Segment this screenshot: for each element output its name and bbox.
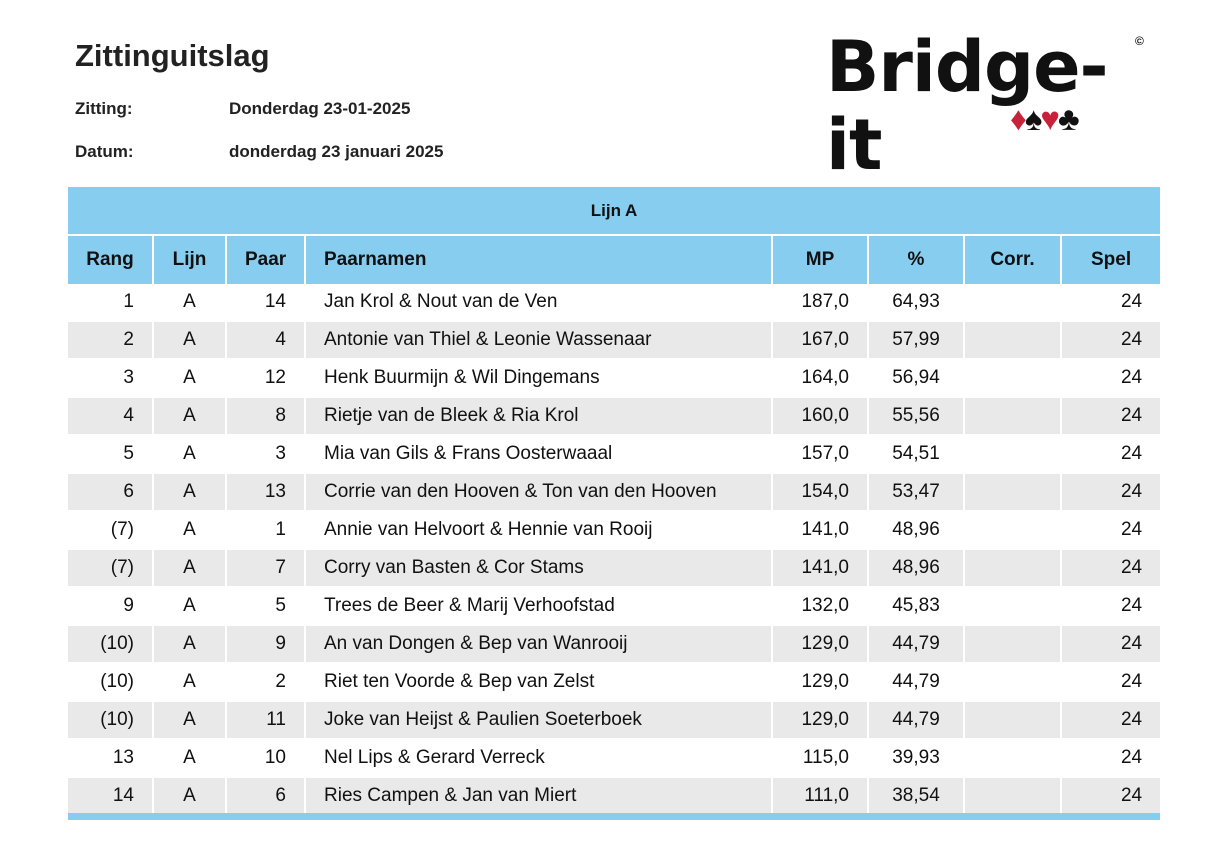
percent-cell: 56,94 xyxy=(868,359,964,397)
corr-cell xyxy=(964,435,1061,473)
table-row xyxy=(68,587,1160,625)
spel-cell: 24 xyxy=(1061,739,1160,777)
percent-cell: 57,99 xyxy=(868,321,964,359)
paarnamen-cell: Antonie van Thiel & Leonie Wassenaar xyxy=(305,321,772,359)
lijn-cell: A xyxy=(153,625,226,663)
heart-icon: ♥ xyxy=(1040,100,1058,137)
logo-text: Bridge-it xyxy=(826,26,1108,186)
table-row xyxy=(68,435,1160,473)
table-row xyxy=(68,777,1160,815)
lijn-cell: A xyxy=(153,701,226,739)
mp-cell: 129,0 xyxy=(772,701,868,739)
rang-cell: 14 xyxy=(68,777,153,815)
table-row xyxy=(68,321,1160,359)
paar-cell: 11 xyxy=(226,701,305,739)
paar-cell: 6 xyxy=(226,777,305,815)
corr-cell xyxy=(964,321,1061,359)
corr-cell xyxy=(964,625,1061,663)
paar-cell: 7 xyxy=(226,549,305,587)
lijn-cell: A xyxy=(153,663,226,701)
diamond-icon: ♦ xyxy=(1010,100,1025,137)
table-row xyxy=(68,625,1160,663)
percent-cell: 44,79 xyxy=(868,625,964,663)
table-row xyxy=(68,397,1160,435)
corr-cell xyxy=(964,549,1061,587)
rang-cell: (10) xyxy=(68,663,153,701)
line-title: Lijn A xyxy=(68,187,1160,235)
percent-cell: 48,96 xyxy=(868,549,964,587)
mp-cell: 132,0 xyxy=(772,587,868,625)
mp-cell: 141,0 xyxy=(772,511,868,549)
rang-cell: 13 xyxy=(68,739,153,777)
spel-cell: 24 xyxy=(1061,435,1160,473)
paarnamen-cell: Nel Lips & Gerard Verreck xyxy=(305,739,772,777)
table-row xyxy=(68,663,1160,701)
card-suits xyxy=(1010,102,1078,136)
session-value: Donderdag 23-01-2025 xyxy=(229,99,411,118)
spel-cell: 24 xyxy=(1061,625,1160,663)
rang-cell: 3 xyxy=(68,359,153,397)
percent-cell: 53,47 xyxy=(868,473,964,511)
corr-cell xyxy=(964,663,1061,701)
lijn-cell: A xyxy=(153,473,226,511)
paarnamen-cell: Rietje van de Bleek & Ria Krol xyxy=(305,397,772,435)
paar-cell: 8 xyxy=(226,397,305,435)
spade-icon: ♠ xyxy=(1024,100,1041,137)
results-table xyxy=(68,187,1160,816)
table-row xyxy=(68,739,1160,777)
corr-cell xyxy=(964,587,1061,625)
percent-cell: 55,56 xyxy=(868,397,964,435)
lijn-cell: A xyxy=(153,777,226,815)
col-header-paar: Paar xyxy=(226,235,305,284)
lijn-cell: A xyxy=(153,549,226,587)
col-header-rang: Rang xyxy=(68,235,153,284)
rang-cell: 1 xyxy=(68,284,153,321)
paarnamen-cell: Trees de Beer & Marij Verhoofstad xyxy=(305,587,772,625)
spel-cell: 24 xyxy=(1061,473,1160,511)
spel-cell: 24 xyxy=(1061,663,1160,701)
paarnamen-cell: Corry van Basten & Cor Stams xyxy=(305,549,772,587)
paarnamen-cell: An van Dongen & Bep van Wanrooij xyxy=(305,625,772,663)
paar-cell: 10 xyxy=(226,739,305,777)
mp-cell: 187,0 xyxy=(772,284,868,321)
paarnamen-cell: Ries Campen & Jan van Miert xyxy=(305,777,772,815)
corr-cell xyxy=(964,739,1061,777)
paarnamen-cell: Jan Krol & Nout van de Ven xyxy=(305,284,772,321)
rang-cell: 6 xyxy=(68,473,153,511)
results-body xyxy=(68,284,1160,815)
paar-cell: 3 xyxy=(226,435,305,473)
corr-cell xyxy=(964,473,1061,511)
rang-cell: 4 xyxy=(68,397,153,435)
lijn-cell: A xyxy=(153,587,226,625)
col-header-mp: MP xyxy=(772,235,868,284)
spel-cell: 24 xyxy=(1061,587,1160,625)
paar-cell: 2 xyxy=(226,663,305,701)
mp-cell: 141,0 xyxy=(772,549,868,587)
lijn-cell: A xyxy=(153,511,226,549)
paar-cell: 1 xyxy=(226,511,305,549)
percent-cell: 64,93 xyxy=(868,284,964,321)
mp-cell: 154,0 xyxy=(772,473,868,511)
lijn-cell: A xyxy=(153,739,226,777)
mp-cell: 115,0 xyxy=(772,739,868,777)
paar-cell: 9 xyxy=(226,625,305,663)
spel-cell: 24 xyxy=(1061,701,1160,739)
rang-cell: 2 xyxy=(68,321,153,359)
mp-cell: 160,0 xyxy=(772,397,868,435)
paar-cell: 4 xyxy=(226,321,305,359)
paarnamen-cell: Annie van Helvoort & Hennie van Rooij xyxy=(305,511,772,549)
percent-cell: 44,79 xyxy=(868,663,964,701)
rang-cell: (7) xyxy=(68,549,153,587)
col-header-percent: % xyxy=(868,235,964,284)
col-header-lijn: Lijn xyxy=(153,235,226,284)
mp-cell: 129,0 xyxy=(772,625,868,663)
spel-cell: 24 xyxy=(1061,511,1160,549)
mp-cell: 164,0 xyxy=(772,359,868,397)
spel-cell: 24 xyxy=(1061,777,1160,815)
session-label: Zitting: xyxy=(75,99,133,118)
rang-cell: 9 xyxy=(68,587,153,625)
paarnamen-cell: Henk Buurmijn & Wil Dingemans xyxy=(305,359,772,397)
col-header-spel: Spel xyxy=(1061,235,1160,284)
percent-cell: 48,96 xyxy=(868,511,964,549)
table-bottom-bar xyxy=(68,813,1160,820)
paar-cell: 12 xyxy=(226,359,305,397)
spel-cell: 24 xyxy=(1061,321,1160,359)
corr-cell xyxy=(964,701,1061,739)
mp-cell: 129,0 xyxy=(772,663,868,701)
paar-cell: 13 xyxy=(226,473,305,511)
spel-cell: 24 xyxy=(1061,549,1160,587)
paar-cell: 14 xyxy=(226,284,305,321)
table-row xyxy=(68,701,1160,739)
corr-cell xyxy=(964,511,1061,549)
paar-cell: 5 xyxy=(226,587,305,625)
table-row xyxy=(68,549,1160,587)
paarnamen-cell: Joke van Heijst & Paulien Soeterboek xyxy=(305,701,772,739)
spel-cell: 24 xyxy=(1061,359,1160,397)
rang-cell: (10) xyxy=(68,625,153,663)
table-row xyxy=(68,359,1160,397)
lijn-cell: A xyxy=(153,435,226,473)
club-icon: ♣ xyxy=(1057,100,1078,137)
lijn-cell: A xyxy=(153,397,226,435)
date-label: Datum: xyxy=(75,142,134,161)
paarnamen-cell: Mia van Gils & Frans Oosterwaaal xyxy=(305,435,772,473)
col-header-corr: Corr. xyxy=(964,235,1061,284)
table-row xyxy=(68,473,1160,511)
lijn-cell: A xyxy=(153,284,226,321)
page-title: Zittinguitslag xyxy=(75,38,270,73)
rang-cell: (10) xyxy=(68,701,153,739)
table-row xyxy=(68,511,1160,549)
percent-cell: 44,79 xyxy=(868,701,964,739)
percent-cell: 38,54 xyxy=(868,777,964,815)
lijn-cell: A xyxy=(153,359,226,397)
col-header-paarnamen: Paarnamen xyxy=(305,235,772,284)
corr-cell xyxy=(964,397,1061,435)
lijn-cell: A xyxy=(153,321,226,359)
copyright-mark: © xyxy=(1135,34,1144,48)
rang-cell: 5 xyxy=(68,435,153,473)
paarnamen-cell: Riet ten Voorde & Bep van Zelst xyxy=(305,663,772,701)
mp-cell: 157,0 xyxy=(772,435,868,473)
rang-cell: (7) xyxy=(68,511,153,549)
percent-cell: 45,83 xyxy=(868,587,964,625)
corr-cell xyxy=(964,777,1061,815)
date-value: donderdag 23 januari 2025 xyxy=(229,142,444,161)
corr-cell xyxy=(964,359,1061,397)
mp-cell: 111,0 xyxy=(772,777,868,815)
bridge-it-logo xyxy=(826,26,1156,186)
spel-cell: 24 xyxy=(1061,284,1160,321)
spel-cell: 24 xyxy=(1061,397,1160,435)
percent-cell: 54,51 xyxy=(868,435,964,473)
table-row xyxy=(68,284,1160,321)
paarnamen-cell: Corrie van den Hooven & Ton van den Hooven xyxy=(305,473,772,511)
mp-cell: 167,0 xyxy=(772,321,868,359)
percent-cell: 39,93 xyxy=(868,739,964,777)
corr-cell xyxy=(964,284,1061,321)
